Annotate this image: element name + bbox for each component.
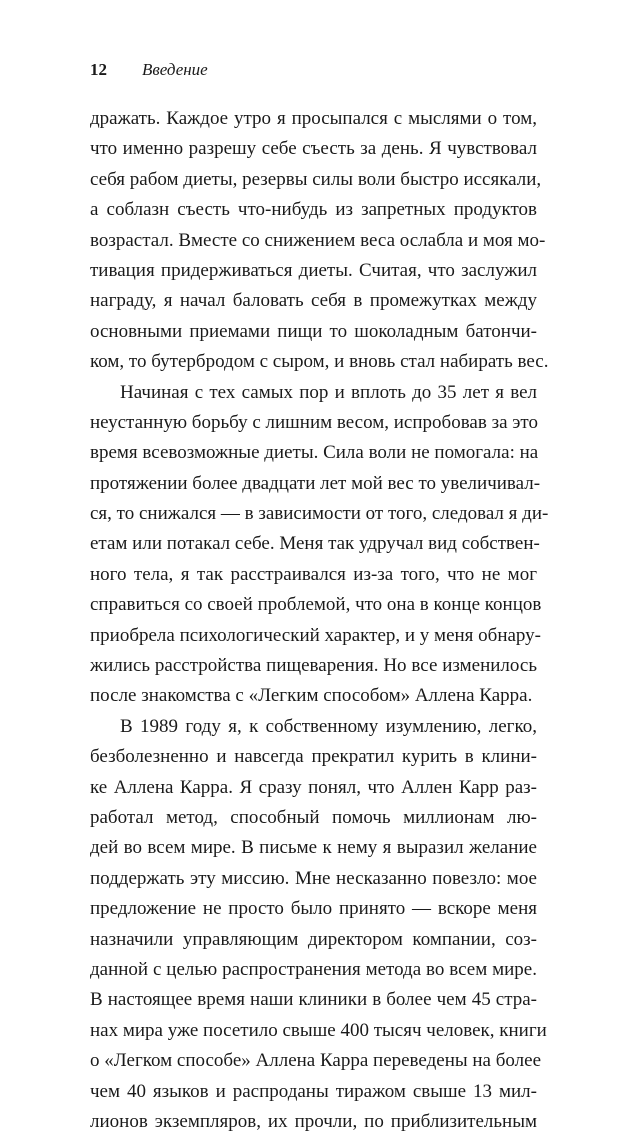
text-line: ного тела, я так расстраивался из-за того, что не мог [90,563,537,585]
text-line: награду, я начал баловать себя в промежутках между [90,290,537,312]
text-line: чем 40 языков и распроданы тиражом свыше 13 мил- [90,1080,537,1102]
text-line: а соблазн съесть что-нибудь из запретных продуктов [90,199,537,221]
text-line: после знакомства с «Легким способом» Аллена Карра. [90,685,533,707]
text-line: себя рабом диеты, резервы силы воли быстро иссякали, [90,168,542,190]
text-line: о «Легком способе» Аллена Карра переведены на более [90,1050,541,1072]
text-line: основными приемами пищи то шоколадным батончи- [90,320,537,342]
text-line: предложение не просто было принято — вскоре меня [90,898,537,920]
text-line: лионов экземпляров, их прочли, по приблизительным [90,1110,537,1132]
text-line: назначили управляющим директором компании, соз- [90,928,537,950]
text-line: безболезненно и навсегда прекратил курить в клини- [90,746,537,768]
text-line: нах мира уже посетило свыше 400 тысяч человек, книги [90,1019,547,1041]
text-line: возрастал. Вместе со снижением веса ослабла и моя мо- [90,229,546,251]
text-line: неустанную борьбу с лишним весом, испробовав за это [90,411,538,433]
text-line: В 1989 году я, к собственному изумлению, легко, [120,715,537,737]
text-line: ком, то бутербродом с сыром, и вновь стал набирать вес. [90,351,549,373]
text-line: время всевозможные диеты. Сила воли не помогала: на [90,442,539,464]
text-line: Начиная с тех самых пор и вплоть до 35 лет я вел [120,381,537,403]
text-line: жились расстройства пищеварения. Но все изменилось [90,655,537,677]
text-line: справиться со своей проблемой, что она в конце концов [90,594,542,616]
text-line: что именно разрешу себе съесть за день. Я чувствовал [90,138,537,160]
body-text [90,104,549,1137]
running-header [90,60,208,80]
text-line: приобрела психологический характер, и у меня обнару- [90,624,542,646]
text-line: дей во всем мире. В письме к нему я выразил желание [90,837,537,859]
text-line: ке Аллена Карра. Я сразу понял, что Аллен Карр раз- [90,776,537,798]
text-line: В настоящее время наши клиники в более чем 45 стра- [90,989,537,1011]
page-number: 12 [90,60,107,79]
section-title: Введение [142,60,208,79]
text-line: етам или потакал себе. Меня так удручал вид собствен- [90,533,540,555]
text-line: протяжении более двадцати лет мой вес то увеличивал- [90,472,541,494]
text-line: поддержать эту миссию. Мне несказанно повезло: мое [90,867,537,889]
text-line: ся, то снижался — в зависимости от того, следовал я ди- [90,503,549,525]
text-line: дражать. Каждое утро я просыпался с мыслями о том, [90,108,537,129]
text-line: тивация придерживаться диеты. Считая, что заслужил [90,259,537,281]
text-line: работал метод, способный помочь миллионам лю- [90,806,537,828]
text-line: данной с целью распространения метода во всем мире. [90,958,537,980]
